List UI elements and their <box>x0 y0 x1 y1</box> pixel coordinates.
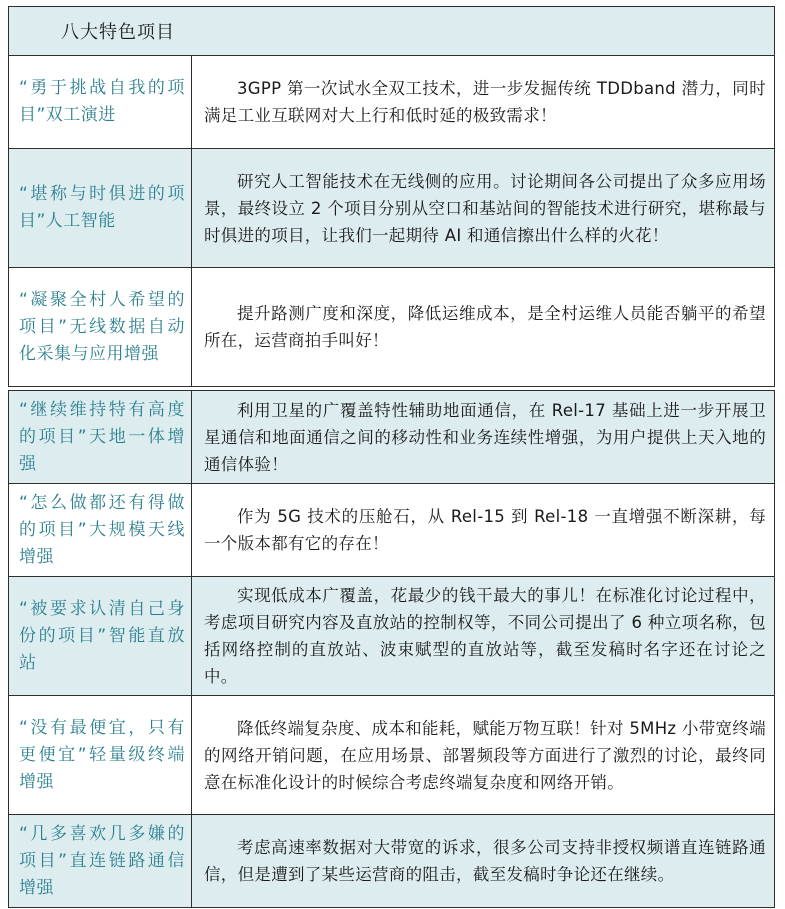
project-name: “凝聚全村人希望的项目”无线数据自动化采集与应用增强 <box>9 268 192 387</box>
table-row <box>9 577 775 696</box>
table-title: 八大特色项目 <box>9 7 775 56</box>
table-row <box>9 56 775 149</box>
feature-projects-table <box>8 6 775 908</box>
table-row <box>9 149 775 268</box>
project-description: 作为 5G 技术的压舱石，从 Rel-15 到 Rel-18 一直增强不断深耕，每一个版本都有它的存在！ <box>192 484 775 577</box>
table-row <box>9 815 775 908</box>
project-name: “被要求认清自己身份的项目”智能直放站 <box>9 577 192 696</box>
project-name: “勇于挑战自我的项目”双工演进 <box>9 56 192 149</box>
project-name: “继续维持特有高度的项目”天地一体增强 <box>9 391 192 484</box>
project-description: 考虑高速率数据对大带宽的诉求，很多公司支持非授权频谱直连链路通信，但是遭到了某些运营商的阻击，截至发稿时争论还在继续。 <box>192 815 775 908</box>
project-description: 研究人工智能技术在无线侧的应用。讨论期间各公司提出了众多应用场景，最终设立 2 个项目分别从空口和基站间的智能技术进行研究，堪称最与时俱进的项目，让我们一起期待 AI 和通信擦出什么样的火花！ <box>192 149 775 268</box>
project-name: “堪称与时俱进的项目”人工智能 <box>9 149 192 268</box>
project-name: “几多喜欢几多嫌的项目”直连链路通信增强 <box>9 815 192 908</box>
table-row <box>9 391 775 484</box>
project-name: “没有最便宜，只有更便宜”轻量级终端增强 <box>9 696 192 815</box>
table-row <box>9 268 775 387</box>
project-name: “怎么做都还有得做的项目”大规模天线增强 <box>9 484 192 577</box>
project-description: 利用卫星的广覆盖特性辅助地面通信，在 Rel-17 基础上进一步开展卫星通信和地面通信之间的移动性和业务连续性增强，为用户提供上天入地的通信体验！ <box>192 391 775 484</box>
table-row <box>9 484 775 577</box>
project-description: 实现低成本广覆盖，花最少的钱干最大的事儿！在标准化讨论过程中，考虑项目研究内容及直放站的控制权等，不同公司提出了 6 种立项名称，包括网络控制的直放站、波束赋型的直放站等，截至发稿时名字还在讨论之中。 <box>192 577 775 696</box>
project-description: 降低终端复杂度、成本和能耗，赋能万物互联！针对 5MHz 小带宽终端的网络开销问题，在应用场景、部署频段等方面进行了激烈的讨论，最终同意在标准化设计的时候综合考虑终端复杂度和网络开销。 <box>192 696 775 815</box>
project-description: 提升路测广度和深度，降低运维成本，是全村运维人员能否躺平的希望所在，运营商拍手叫好！ <box>192 268 775 387</box>
table-header-row <box>9 7 775 56</box>
project-description: 3GPP 第一次试水全双工技术，进一步发掘传统 TDDband 潜力，同时满足工业互联网对大上行和低时延的极致需求！ <box>192 56 775 149</box>
table-row <box>9 696 775 815</box>
